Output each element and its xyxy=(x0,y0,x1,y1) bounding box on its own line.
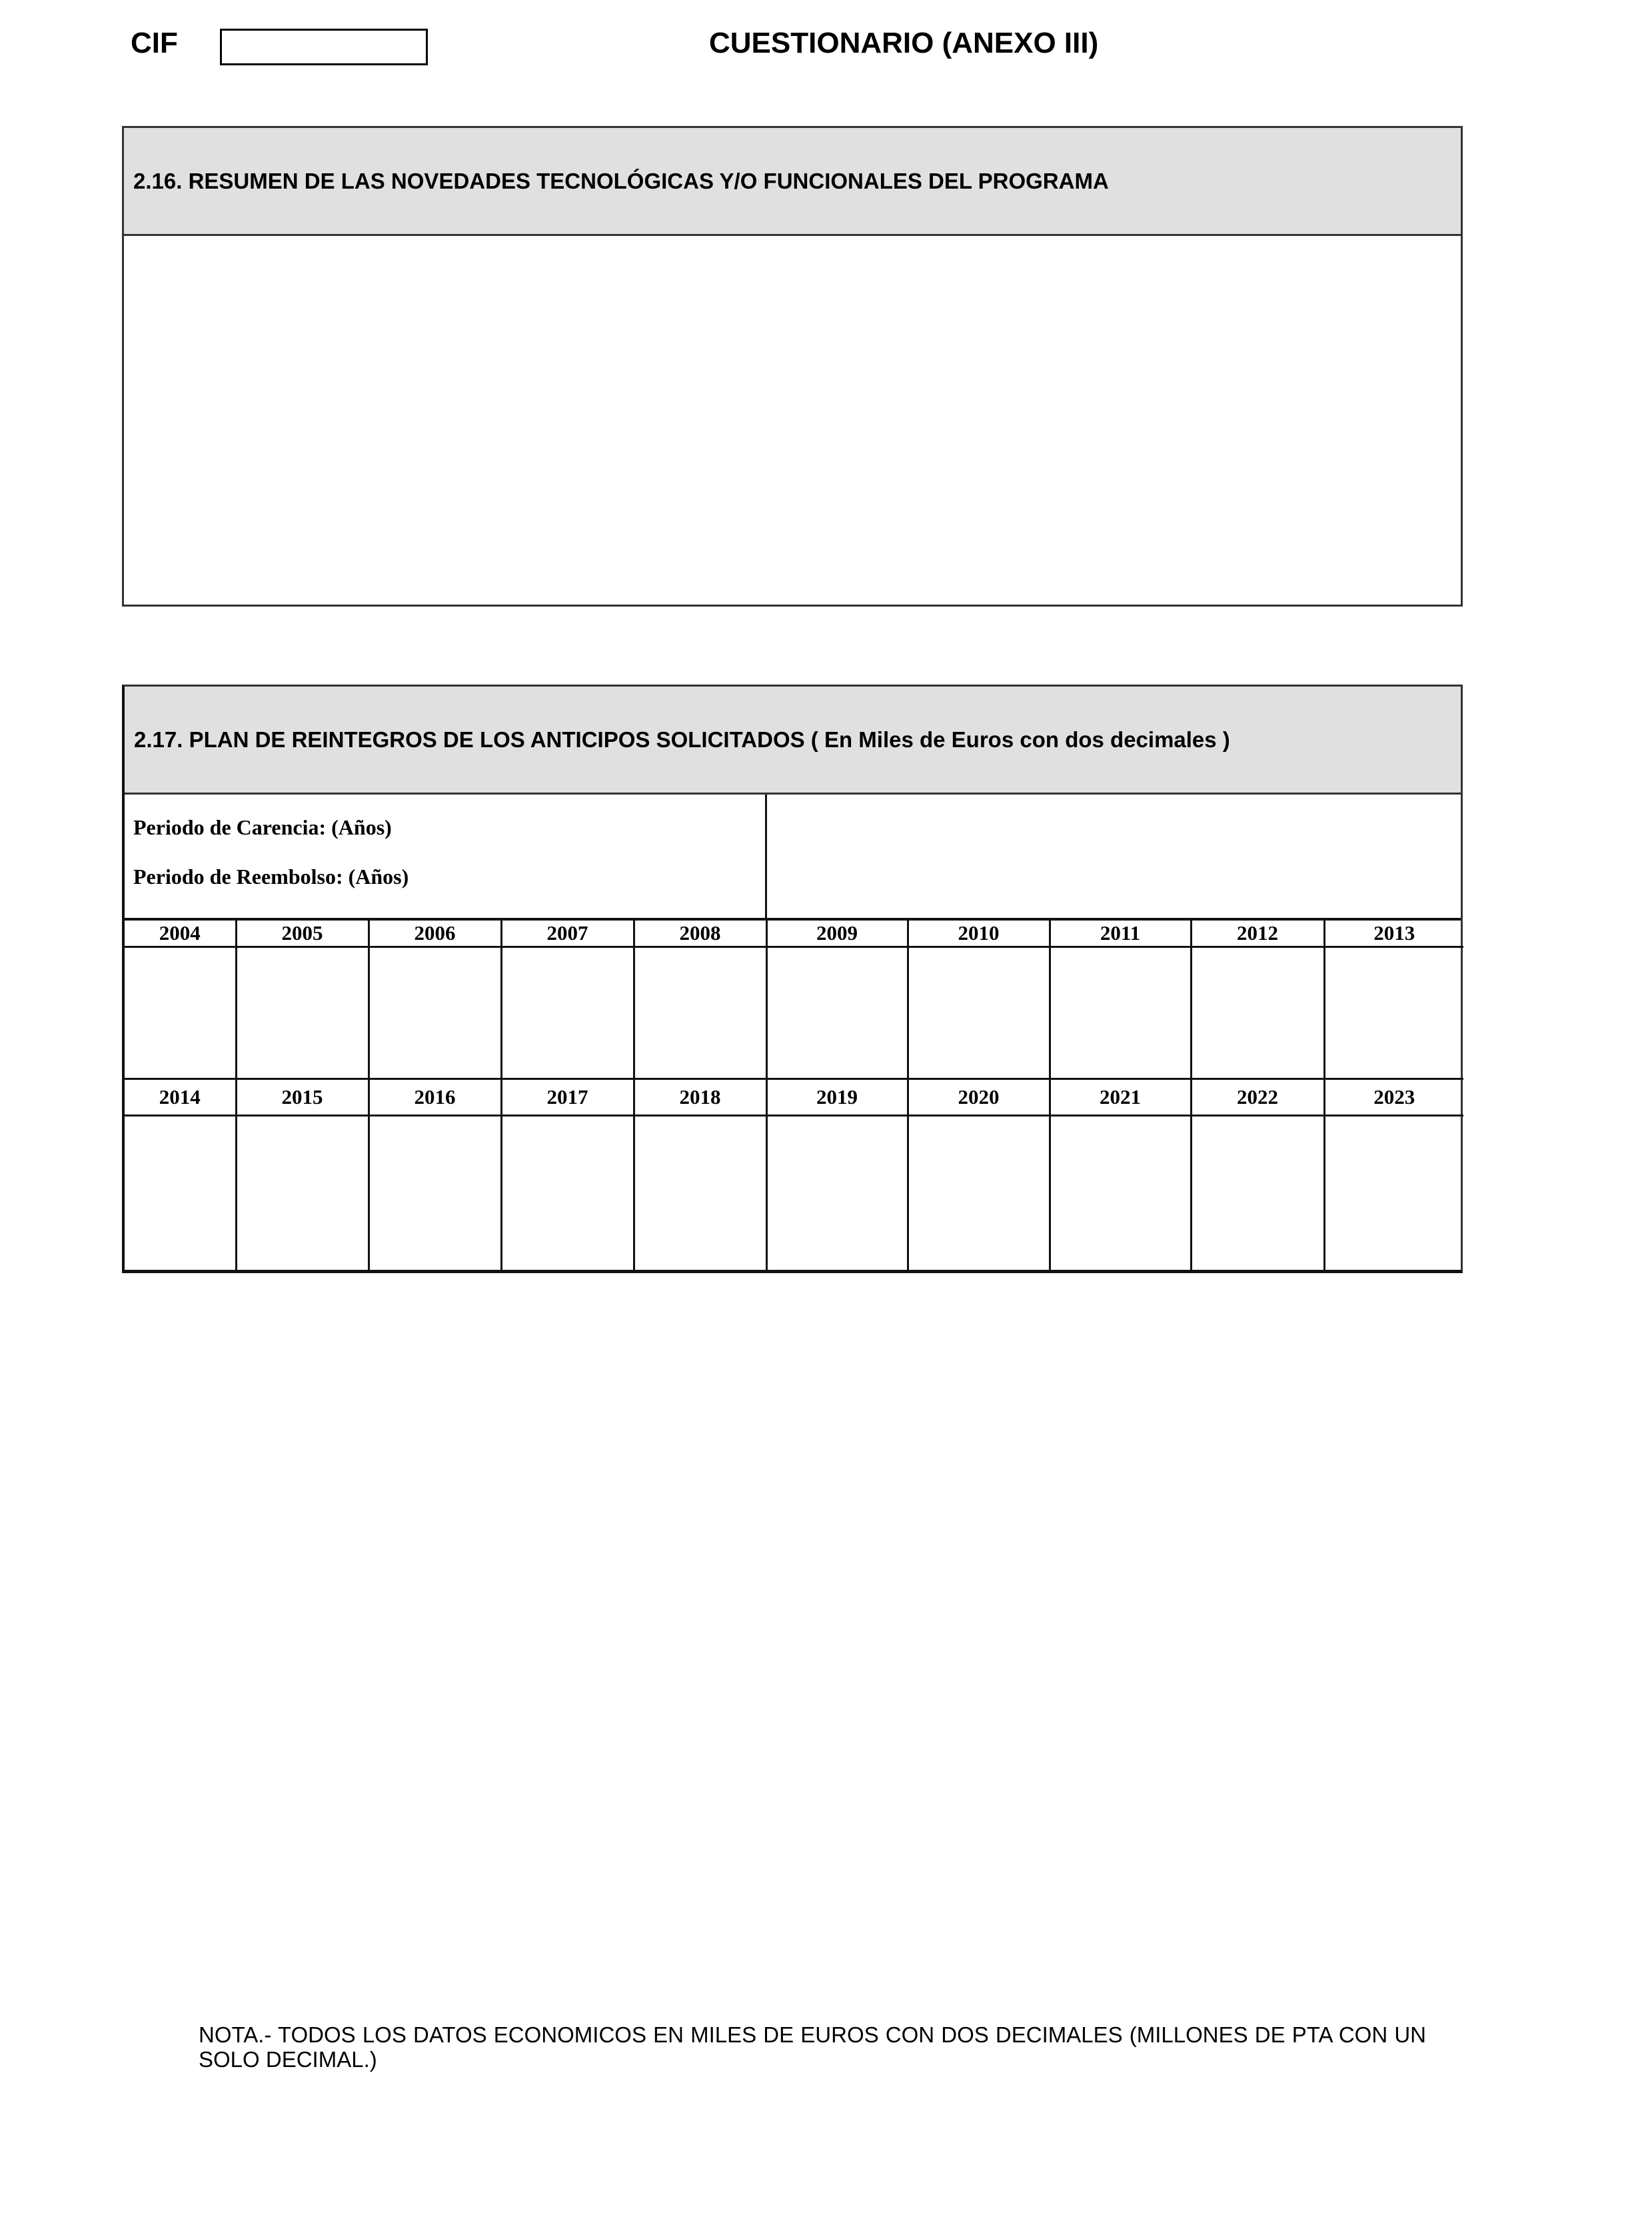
year-cell: 2019 xyxy=(766,1079,908,1116)
period-values-field[interactable] xyxy=(767,795,1461,918)
amount-input[interactable] xyxy=(236,1116,369,1272)
amount-input[interactable] xyxy=(634,1116,766,1272)
year-cell: 2007 xyxy=(501,921,634,947)
amount-input[interactable] xyxy=(236,947,369,1079)
year-cell: 2006 xyxy=(369,921,501,947)
year-cell: 2020 xyxy=(908,1079,1050,1116)
year-cell: 2009 xyxy=(766,921,908,947)
amount-input[interactable] xyxy=(1191,947,1324,1079)
section-2-16 xyxy=(122,126,1463,607)
year-cell: 2023 xyxy=(1324,1079,1463,1116)
reembolso-label: Periodo de Reembolso: (Años) xyxy=(133,865,409,889)
section-2-17 xyxy=(122,685,1463,1273)
repayment-table xyxy=(125,921,1463,1271)
year-cell: 2014 xyxy=(125,1079,236,1116)
section-2-16-title: 2.16. RESUMEN DE LAS NOVEDADES TECNOLÓGICAS Y/O FUNCIONALES DEL PROGRAMA xyxy=(124,128,1461,236)
period-labels xyxy=(125,795,767,918)
year-cell: 2013 xyxy=(1324,921,1463,947)
year-cell: 2016 xyxy=(369,1079,501,1116)
amount-input[interactable] xyxy=(1191,1116,1324,1272)
year-cell: 2022 xyxy=(1191,1079,1324,1116)
year-cell: 2004 xyxy=(125,921,236,947)
carencia-label: Periodo de Carencia: (Años) xyxy=(133,815,392,839)
amount-input[interactable] xyxy=(125,1116,236,1272)
year-cell: 2008 xyxy=(634,921,766,947)
amount-input[interactable] xyxy=(1324,947,1463,1079)
year-cell: 2017 xyxy=(501,1079,634,1116)
years-header-row-1 xyxy=(125,921,1463,947)
amount-input[interactable] xyxy=(1050,947,1191,1079)
year-cell: 2018 xyxy=(634,1079,766,1116)
year-cell: 2011 xyxy=(1050,921,1191,947)
year-cell: 2005 xyxy=(236,921,369,947)
period-row xyxy=(125,795,1461,921)
year-cell: 2012 xyxy=(1191,921,1324,947)
amount-input[interactable] xyxy=(1050,1116,1191,1272)
amount-input[interactable] xyxy=(1324,1116,1463,1272)
amount-input[interactable] xyxy=(766,1116,908,1272)
values-row-1 xyxy=(125,947,1463,1079)
year-cell: 2021 xyxy=(1050,1079,1191,1116)
amount-input[interactable] xyxy=(634,947,766,1079)
years-header-row-2 xyxy=(125,1079,1463,1116)
amount-input[interactable] xyxy=(766,947,908,1079)
cif-label: CIF xyxy=(131,27,178,59)
cif-input[interactable] xyxy=(220,29,428,65)
amount-input[interactable] xyxy=(908,1116,1050,1272)
footnote: NOTA.- TODOS LOS DATOS ECONOMICOS EN MILES DE EUROS CON DOS DECIMALES (MILLONES DE PTA CON UN SOLO DECIMAL.) xyxy=(199,2022,1426,2072)
amount-input[interactable] xyxy=(501,947,634,1079)
page-title: CUESTIONARIO (ANEXO III) xyxy=(709,27,1099,59)
year-cell: 2010 xyxy=(908,921,1050,947)
amount-input[interactable] xyxy=(501,1116,634,1272)
section-2-17-title: 2.17. PLAN DE REINTEGROS DE LOS ANTICIPOS SOLICITADOS ( En Miles de Euros con dos decimales ) xyxy=(125,687,1461,795)
values-row-2 xyxy=(125,1116,1463,1272)
amount-input[interactable] xyxy=(125,947,236,1079)
amount-input[interactable] xyxy=(908,947,1050,1079)
section-2-16-textarea[interactable] xyxy=(124,236,1461,605)
amount-input[interactable] xyxy=(369,947,501,1079)
year-cell: 2015 xyxy=(236,1079,369,1116)
amount-input[interactable] xyxy=(369,1116,501,1272)
